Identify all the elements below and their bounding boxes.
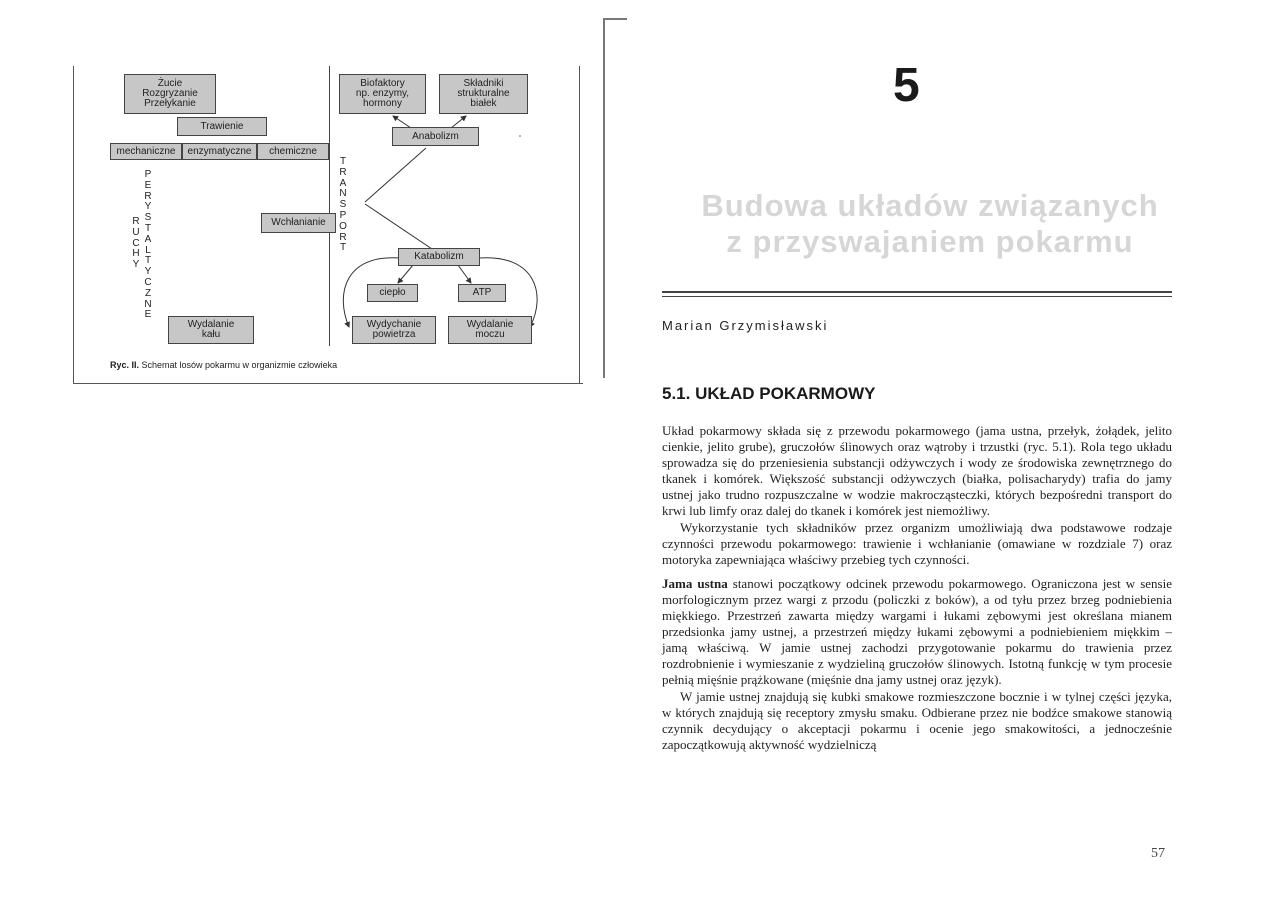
box-skladniki: Składniki strukturalne białek [439, 74, 528, 114]
paragraph-3 [662, 576, 1172, 689]
box-biofaktory: Biofaktory np. enzymy, hormony [339, 74, 426, 114]
box-wydalanie-kalu: Wydalanie kału [168, 316, 254, 344]
gutter-line-top [603, 18, 627, 20]
term-jama-ustna: Jama ustna [662, 575, 728, 591]
label-ruchy: RUCHY [132, 216, 140, 271]
box-mechaniczne: mechaniczne [110, 143, 182, 160]
figure-caption-label: Ryc. II. [110, 360, 140, 370]
box-trawienie: Trawienie [177, 117, 267, 136]
box-cieplo: ciepło [367, 284, 418, 302]
body-text [662, 423, 1172, 753]
label-transport: TRANSPORT [339, 156, 347, 254]
katabolizm-to-cieplo-arrow [398, 265, 413, 283]
box-chemiczne: chemiczne [257, 143, 329, 160]
gutter-line [603, 18, 605, 378]
box-anabolizm: Anabolizm [392, 127, 479, 146]
page-number: 57 [1151, 846, 1165, 861]
transport-to-anabolizm-line [365, 148, 426, 202]
box-wchlanianie: Wchłanianie [261, 213, 336, 233]
paragraph-2: Wykorzystanie tych składników przez organizm umożliwiają dwa podstawowe rodzaje czynności przewodu pokarmowego: trawienie i wchłanianie (omawiane w rozdziale 7) oraz motoryka zapewniająca właściwy przebieg tych czynności. [662, 519, 1172, 567]
chapter-title [690, 188, 1170, 260]
box-wydychanie: Wydychanie powietrza [352, 316, 436, 344]
paragraph-4: W jamie ustnej znajdują się kubki smakowe rozmieszczone bocznie i w tylnej części języka, w których znajdują się receptory zmysłu smaku. Odbierane przez nie bodźce smakowe stanowią czynnik decydujący o akceptacji pokarmu i ocenie jego smakowitości, a jednocześnie zapoczątkowują aktywność wydzielniczą [662, 688, 1172, 752]
box-enzymatyczne: enzymatyczne [182, 143, 257, 160]
author: Marian Grzymisławski [662, 318, 829, 333]
box-katabolizm: Katabolizm [398, 248, 480, 266]
chapter-title-line-2: z przyswajaniem pokarmu [726, 224, 1134, 259]
katabolizm-to-atp-arrow [458, 265, 471, 283]
box-wydalanie-moczu: Wydalanie moczu [448, 316, 532, 344]
figure-dot [519, 135, 521, 137]
paragraph-3-text: stanowi początkowy odcinek przewodu pokarmowego. Ograniczona jest w sensie morfologicznym przez wargi z przodu (policzki z boków), a od tyłu przez brzeg podniebienia miękkiego. Przestrzeń zawarta między wargami i łukami zębowymi jest określana mianem przedsionka jamy ustnej, a przestrzeń między łukami zębowymi a podniebieniem miękkim – jamą właściwą. W jamie ustnej zachodzi przygotowanie pokarmu do trawienia przez rozdrobnienie i wymieszanie z wydzieliną gruczołów ślinowych. Istotną funkcję w tym procesie pełnią mięśnie prążkowane (mięśnie dna jamy ustnej oraz język). [662, 575, 1172, 688]
box-zucie: Żucie Rozgryzanie Przełykanie [124, 74, 216, 114]
paragraph-1: Układ pokarmowy składa się z przewodu pokarmowego (jama ustna, przełyk, żołądek, jelito cienkie, jelito grube), gruczołów ślinowych oraz wątroby i trzustki (ryc. 5.1). Rola tego układu sprowadza się do przeniesienia substancji odżywczych i wody ze środowiska zewnętrznego do tkanek i komórek. Większość substancji odżywczych (białka, polisacharydy) trafia do jamy ustnej jako trudno rozpuszczalne w wodzie makrocząsteczki, których bezpośredni transport do krwi lub limfy oraz dalej do tkanek i komórek jest niemożliwy. [662, 423, 1172, 519]
figure-caption-text: Schemat losów pokarmu w organizmie człowieka [139, 360, 338, 370]
figure-caption [110, 360, 337, 370]
chapter-number: 5 [893, 59, 920, 112]
chapter-title-line-1: Budowa układów związanych [701, 188, 1159, 223]
title-rule-thin [662, 296, 1172, 297]
label-perystaltyczne: PERYSTALTYCZNE [144, 169, 152, 321]
title-rule-thick [662, 291, 1172, 293]
box-atp: ATP [458, 284, 506, 302]
transport-to-katabolizm-line [365, 204, 438, 253]
section-heading: 5.1. UKŁAD POKARMOWY [662, 384, 876, 403]
figure [73, 66, 583, 384]
